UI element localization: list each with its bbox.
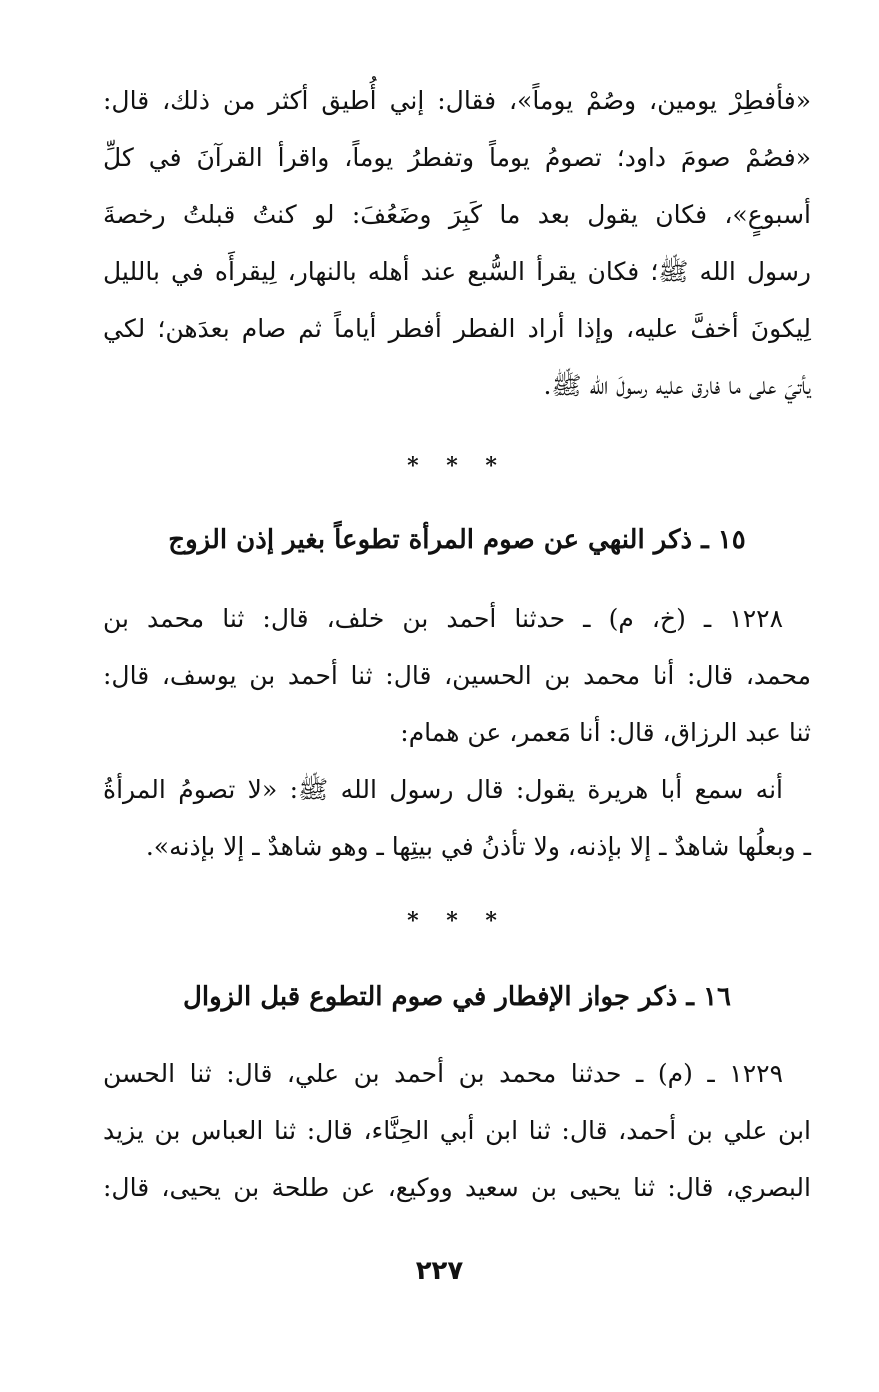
page-number: ٢٢٧ bbox=[415, 1256, 464, 1286]
isnad-line: ابن علي بن أحمد، قال: ثنا ابن أبي الحِنَّاء، قال: ثنا العباس بن يزيد bbox=[103, 1116, 811, 1145]
section-separator: * * * bbox=[407, 453, 507, 479]
page-body bbox=[103, 72, 811, 1216]
text-line: «فصُمْ صومَ داود؛ تصومُ يوماً وتفطرُ يوماً، واقرأ القرآنَ في كلِّ bbox=[103, 143, 811, 172]
section-separator: * * * bbox=[407, 908, 507, 934]
isnad-line: البصري، قال: ثنا يحيى بن سعيد ووكيع، عن طلحة بن يحيى، قال: bbox=[103, 1173, 811, 1202]
isnad-line: ١٢٢٨ ـ (خ، م) ـ حدثنا أحمد بن خلف، قال: ثنا محمد بن bbox=[103, 604, 783, 633]
isnad-line: ثنا عبد الرزاق، قال: أنا مَعمر، عن همام: bbox=[400, 718, 811, 747]
hadith-1228 bbox=[103, 590, 811, 875]
text-line: «فأفطِرْ يومين، وصُمْ يوماً»، فقال: إني أُطيق أكثر من ذلك، قال: bbox=[103, 86, 811, 115]
paragraph-continuation bbox=[103, 72, 811, 414]
section-heading-15: ١٥ ـ ذكر النهي عن صوم المرأة تطوعاً بغير إذن الزوج bbox=[168, 525, 746, 555]
matn-line: ـ وبعلُها شاهدٌ ـ إلا بإذنه، ولا تأذنُ في بيتِها ـ وهو شاهدٌ ـ إلا بإذنه». bbox=[145, 832, 811, 861]
matn-line: أنه سمع أبا هريرة يقول: قال رسول الله ﷺ: «لا تصومُ المرأةُ bbox=[103, 775, 783, 804]
text-line: لِيكونَ أخفَّ عليه، وإذا أراد الفطر أفطر أياماً ثم صام بعدَهن؛ لكي bbox=[103, 314, 811, 343]
isnad-line: محمد، قال: أنا محمد بن الحسين، قال: ثنا أحمد بن يوسف، قال: bbox=[103, 661, 811, 690]
section-heading-16: ١٦ ـ ذكر جواز الإفطار في صوم التطوع قبل الزوال bbox=[183, 982, 731, 1012]
hadith-1229 bbox=[103, 1045, 811, 1216]
isnad-line: ١٢٢٩ ـ (م) ـ حدثنا محمد بن أحمد بن علي، قال: ثنا الحسن bbox=[103, 1059, 783, 1088]
text-line: رسول الله ﷺ؛ فكان يقرأ السُّبع عند أهله بالنهار، لِيقرأَه في بالليل bbox=[103, 257, 811, 286]
text-line: أسبوعٍ»، فكان يقول بعد ما كَبِرَ وضَعُفَ: لو كنتُ قبلتُ رخصةَ bbox=[103, 200, 811, 229]
text-line: يأتيَ على ما فارق عليه رسولَ الله ﷺ. bbox=[543, 371, 811, 400]
